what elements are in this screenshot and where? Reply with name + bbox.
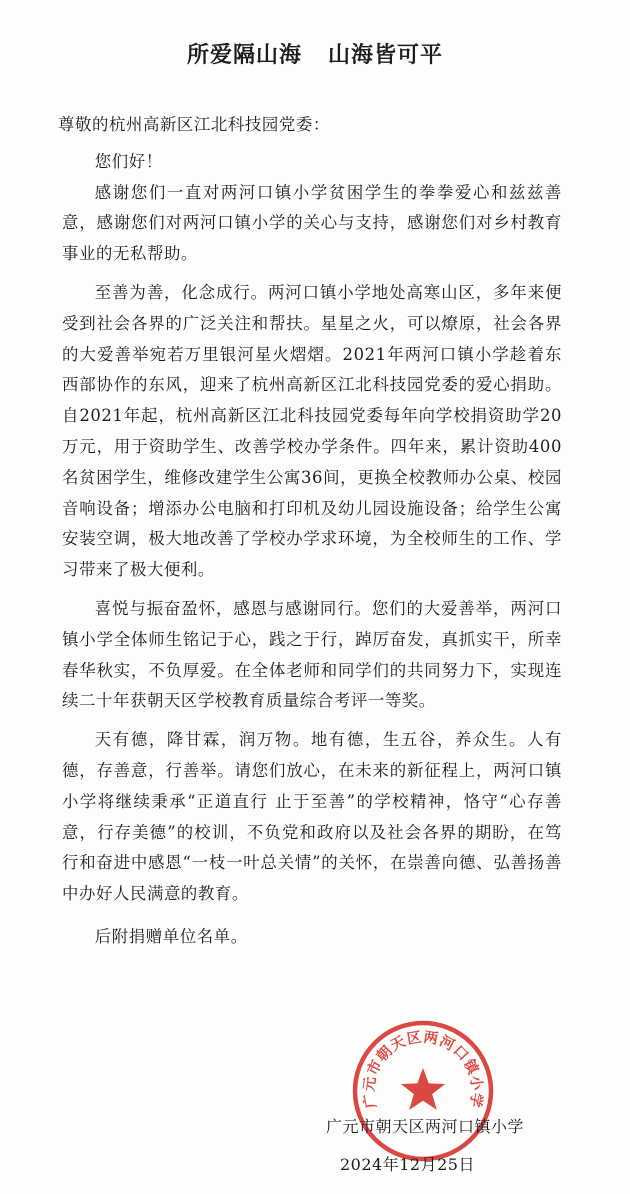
greeting: 您们好！ xyxy=(94,151,163,171)
title-part-2: 山海皆可平 xyxy=(328,43,444,68)
paragraph-3: 喜悦与振奋盈怀，感恩与感谢同行。您们的大爱善举，两河口镇小学全体师生铭记于心，践之于行，踔厉奋发，真抓实干，所幸春华秋实，不负厚爱。在全体老师和同学们的共同努力下，实现连续二十年获朝天区学校教育质量综合考评一等奖。 xyxy=(62,598,562,711)
seal-text: 广元市朝天区两河口镇小学 xyxy=(361,1029,485,1110)
paragraph-5: 后附捐赠单位名单。 xyxy=(94,926,248,946)
signature-date: 2024年12月25日 xyxy=(340,1155,475,1174)
signature-organization: 广元市朝天区两河口镇小学 xyxy=(326,1117,525,1136)
title-part-1: 所爱隔山海 xyxy=(186,43,302,68)
signature-block xyxy=(320,1112,580,1180)
letter-title xyxy=(0,38,630,69)
paragraph-4: 天有德，降甘霖，润万物。地有德，生五谷，养众生。人有德，存善意，行善举。请您们放心，在未来的新征程上，两河口镇小学将继续秉承“正道直行 止于至善”的学校精神，恪守“心存善意，行存美德”的校训，不负党和政府以及社会各界的期盼，在笃行和奋进中感恩“一枝一叶总关情”的关怀，在崇善向德、弘善扬善中办好人民满意的教育。 xyxy=(62,730,562,904)
paragraph-2: 至善为善，化念成行。两河口镇小学地处高寒山区，多年来便受到社会各界的广泛关注和帮扶。星星之火，可以燎原，社会各界的大爱善举宛若万里银河星火熠熠。2021年两河口镇小学趁着东西部协作的东风，迎来了杭州高新区江北科技园党委的爱心捐助。自2021年起，杭州高新区江北科技园党委每年向学校捐资助学20万元，用于资助学生、改善学校办学条件。四年来，累计资助400名贫困学生，维修改建学生公寓36间，更换全校教师办公桌、校园音响设备；增添办公电脑和打印机及幼儿园设施设备；给学生公寓安装空调，极大地改善了学校办学求环境，为全校师生的工作、学习带来了极大便利。 xyxy=(62,282,562,580)
paragraph-1: 感谢您们一直对两河口镇小学贫困学生的拳拳爱心和兹兹善意，感谢您们对两河口镇小学的关心与支持，感谢您们对乡村教育事业的无私帮助。 xyxy=(62,182,562,264)
letter-body xyxy=(58,110,562,953)
salutation: 尊敬的杭州高新区江北科技园党委： xyxy=(58,115,330,134)
